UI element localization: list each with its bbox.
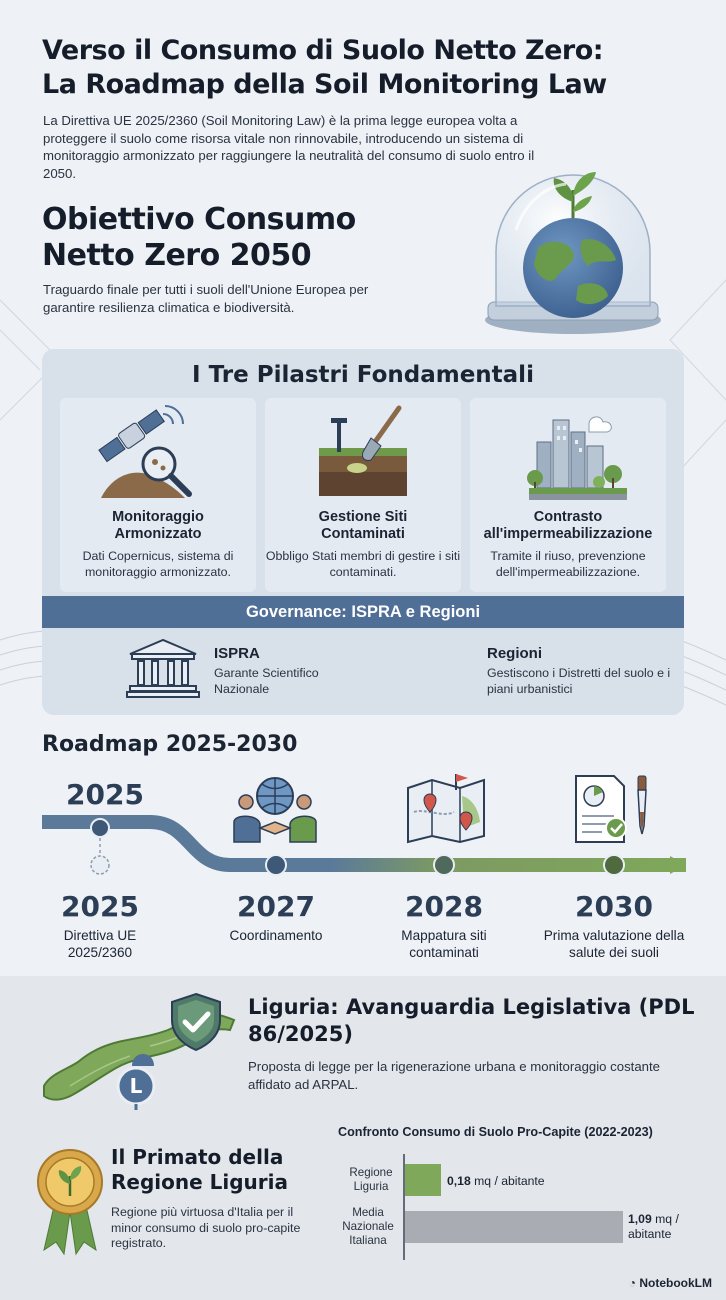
satellite-icon — [93, 402, 203, 502]
title-line-1: Verso il Consumo di Suolo Netto Zero: — [42, 35, 604, 66]
institution-building-icon — [126, 636, 200, 698]
chart-bar-liguria — [405, 1164, 441, 1196]
globe-dome-icon — [478, 160, 668, 340]
ispra-desc: Garante Scientifico Nazionale — [214, 666, 319, 696]
soil-shovel-icon — [313, 402, 413, 502]
chart-bar-italia — [405, 1211, 623, 1243]
title-line-2: La Roadmap della Soil Monitoring Law — [42, 69, 607, 100]
pillar-2-name: Gestione Siti Contaminati — [318, 509, 408, 542]
milestone-year-4: 2030 — [575, 890, 653, 923]
award-medal-icon — [34, 1146, 106, 1256]
goal-title-line-1: Obiettivo Consumo — [42, 202, 356, 237]
pillar-3-desc: Tramite il riuso, prevenzione dell'impermeabilizzazione. — [490, 549, 646, 579]
chart-title: Confronto Consumo di Suolo Pro-Capite (2022-2023) — [338, 1125, 653, 1139]
intro-text: La Direttiva UE 2025/2360 (Soil Monitoring Law) è la prima legge europea volta a proteggere il suolo come risorsa vitale non rinnovabile, introducendo un sistema di monitoraggio armonizzato per raggiungere la neutralità del consumo di suolo entro il 2050. — [43, 113, 535, 181]
shield-check-icon — [166, 992, 226, 1052]
milestone-label-1: Direttiva UE 2025/2360 — [63, 928, 137, 960]
notebooklm-brand: ◔ NotebookLM — [628, 1276, 712, 1290]
governance-bar: Governance: ISPRA e Regioni — [42, 596, 684, 628]
handshake-globe-icon — [232, 772, 318, 844]
report-dropper-icon — [572, 772, 658, 844]
city-icon — [523, 402, 633, 502]
goal-title — [42, 202, 402, 274]
liguria-description: Proposta di legge per la rigenerazione urbana e monitoraggio costante affidato ad ARPAL. — [248, 1059, 661, 1092]
milestone-year-1: 2025 — [61, 890, 139, 923]
brand-logo-icon: ◔ — [628, 1276, 636, 1290]
primato-description: Regione più virtuosa d'Italia per il minor consumo di suolo pro-capite registrato. — [111, 1205, 301, 1250]
ispra-name: ISPRA — [214, 645, 260, 662]
milestone-year-2: 2027 — [237, 890, 315, 923]
pillar-3-name: Contrasto all'impermeabilizzazione — [483, 509, 653, 542]
map-pins-icon — [404, 772, 490, 844]
milestone-label-4: Prima valutazione della salute dei suoli — [543, 928, 685, 960]
regioni-name: Regioni — [487, 645, 542, 662]
liguria-title: Liguria: Avanguardia Legislativa (PDL 86/2025) — [248, 995, 695, 1046]
pillar-1-desc: Dati Copernicus, sistema di monitoraggio armonizzato. — [82, 549, 234, 579]
pillar-2-desc: Obbligo Stati membri di gestire i siti contaminati. — [265, 549, 461, 579]
page-title — [42, 34, 682, 102]
milestone-label-3: Mappatura siti contaminati — [401, 928, 487, 960]
chart-value-label-2: 1,09 mq / abitante — [628, 1212, 679, 1241]
map-badge-letter: L — [129, 1074, 143, 1098]
milestone-label-2: Coordinamento — [229, 928, 323, 943]
pillar-1-name: Monitoraggio Armonizzato — [112, 509, 204, 542]
chart-category-2: Media Nazionale Italiana — [342, 1206, 394, 1247]
pillars-title: I Tre Pilastri Fondamentali — [192, 362, 534, 388]
goal-title-line-2: Netto Zero 2050 — [42, 238, 312, 273]
chart-category-1: Regione Liguria — [349, 1166, 393, 1193]
roadmap-title: Roadmap 2025-2030 — [42, 732, 298, 757]
milestone-year-3: 2028 — [405, 890, 483, 923]
regioni-desc: Gestiscono i Distretti del suolo e i piani urbanistici — [487, 666, 671, 696]
primato-title: Il Primato della Regione Liguria — [111, 1145, 289, 1194]
roadmap-start-year: 2025 — [66, 778, 144, 811]
chart-value-label-1: 0,18 mq / abitante — [447, 1174, 545, 1188]
goal-description: Traguardo finale per tutti i suoli dell'Unione Europea per garantire resilienza climatica e biodiversità. — [43, 282, 369, 315]
